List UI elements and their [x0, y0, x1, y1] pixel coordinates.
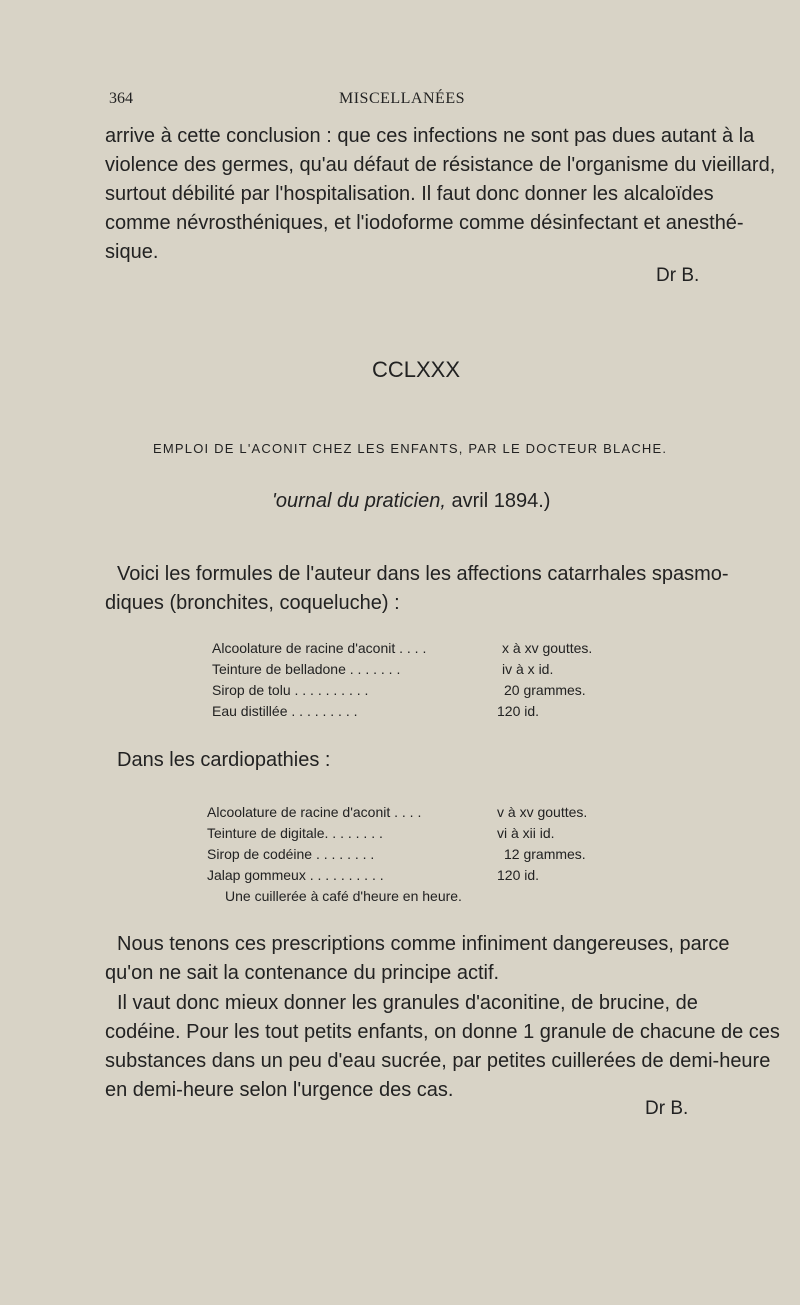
page-number: 364: [109, 90, 133, 107]
ingredient-name: Jalap gommeux . . . . . . . . . .: [207, 867, 384, 883]
formulas-intro-line: Voici les formules de l'auteur dans les affections catarrhales spasmo-: [117, 563, 729, 585]
signature: Dr B.: [656, 265, 700, 286]
intro-paragraph: [105, 122, 776, 267]
ingredient-dose: 120 id.: [497, 703, 540, 719]
closing-paragraph-2: [105, 989, 780, 1105]
ingredient-dose: 20 grammes.: [504, 682, 586, 698]
closing-line: qu'on ne sait la contenance du principe actif.: [105, 962, 500, 984]
source-date: avril 1894.): [445, 490, 551, 512]
closing-line: substances dans un peu d'eau sucrée, par petites cuillerées de demi-heure: [105, 1050, 771, 1072]
source-citation: [272, 490, 550, 513]
section-number: CCLXXX: [372, 357, 461, 382]
ingredient-dose: vi à xii id.: [497, 825, 555, 841]
ingredient-name: Eau distillée . . . . . . . . .: [212, 703, 358, 719]
running-title: MISCELLANÉES: [339, 90, 465, 107]
ingredient-name: Alcoolature de racine d'aconit . . . .: [207, 804, 422, 820]
closing-line: Il vaut donc mieux donner les granules d'aconitine, de brucine, de: [117, 992, 698, 1014]
ingredient-name: Sirop de tolu . . . . . . . . . .: [212, 682, 369, 698]
source-journal: 'ournal du praticien,: [272, 490, 446, 512]
signature: Dr B.: [645, 1098, 689, 1119]
ingredient-name: Alcoolature de racine d'aconit . . . .: [212, 640, 427, 656]
formulas-intro-line: diques (bronchites, coqueluche) :: [105, 592, 400, 614]
closing-line: codéine. Pour les tout petits enfants, on donne 1 granule de chacune de ces: [105, 1021, 780, 1043]
intro-line: surtout débilité par l'hospitalisation. Il faut donc donner les alcaloïdes: [105, 183, 714, 205]
article-title: EMPLOI DE L'ACONIT CHEZ LES ENFANTS, PAR LE DOCTEUR BLACHE.: [153, 441, 668, 456]
ingredient-dose: 120 id.: [497, 867, 540, 883]
ingredient-dose: x à xv gouttes.: [502, 640, 593, 656]
intro-line: violence des germes, qu'au défaut de résistance de l'organisme du vieillard,: [105, 154, 776, 176]
ingredient-name: Teinture de digitale. . . . . . . .: [207, 825, 383, 841]
intro-line: sique.: [105, 241, 159, 263]
ingredient-dose: v à xv gouttes.: [497, 804, 588, 820]
intro-line: comme névrosthéniques, et l'iodoforme comme désinfectant et anesthé-: [105, 212, 744, 234]
intro-line: arrive à cette conclusion : que ces infections ne sont pas dues autant à la: [105, 125, 755, 147]
dosage-note: Une cuillerée à café d'heure en heure.: [225, 888, 462, 904]
formulas-intro: [105, 560, 757, 618]
formula-table-2: [207, 804, 617, 914]
cardio-heading: Dans les cardiopathies :: [117, 749, 331, 771]
ingredient-dose: 12 grammes.: [504, 846, 586, 862]
closing-line: en demi-heure selon l'urgence des cas.: [105, 1079, 454, 1101]
ingredient-name: Teinture de belladone . . . . . . .: [212, 661, 401, 677]
formula-table-1: [212, 640, 612, 730]
closing-paragraph-1: [105, 930, 747, 988]
ingredient-name: Sirop de codéine . . . . . . . .: [207, 846, 375, 862]
closing-line: Nous tenons ces prescriptions comme infiniment dangereuses, parce: [117, 933, 730, 955]
ingredient-dose: iv à x id.: [502, 661, 554, 677]
